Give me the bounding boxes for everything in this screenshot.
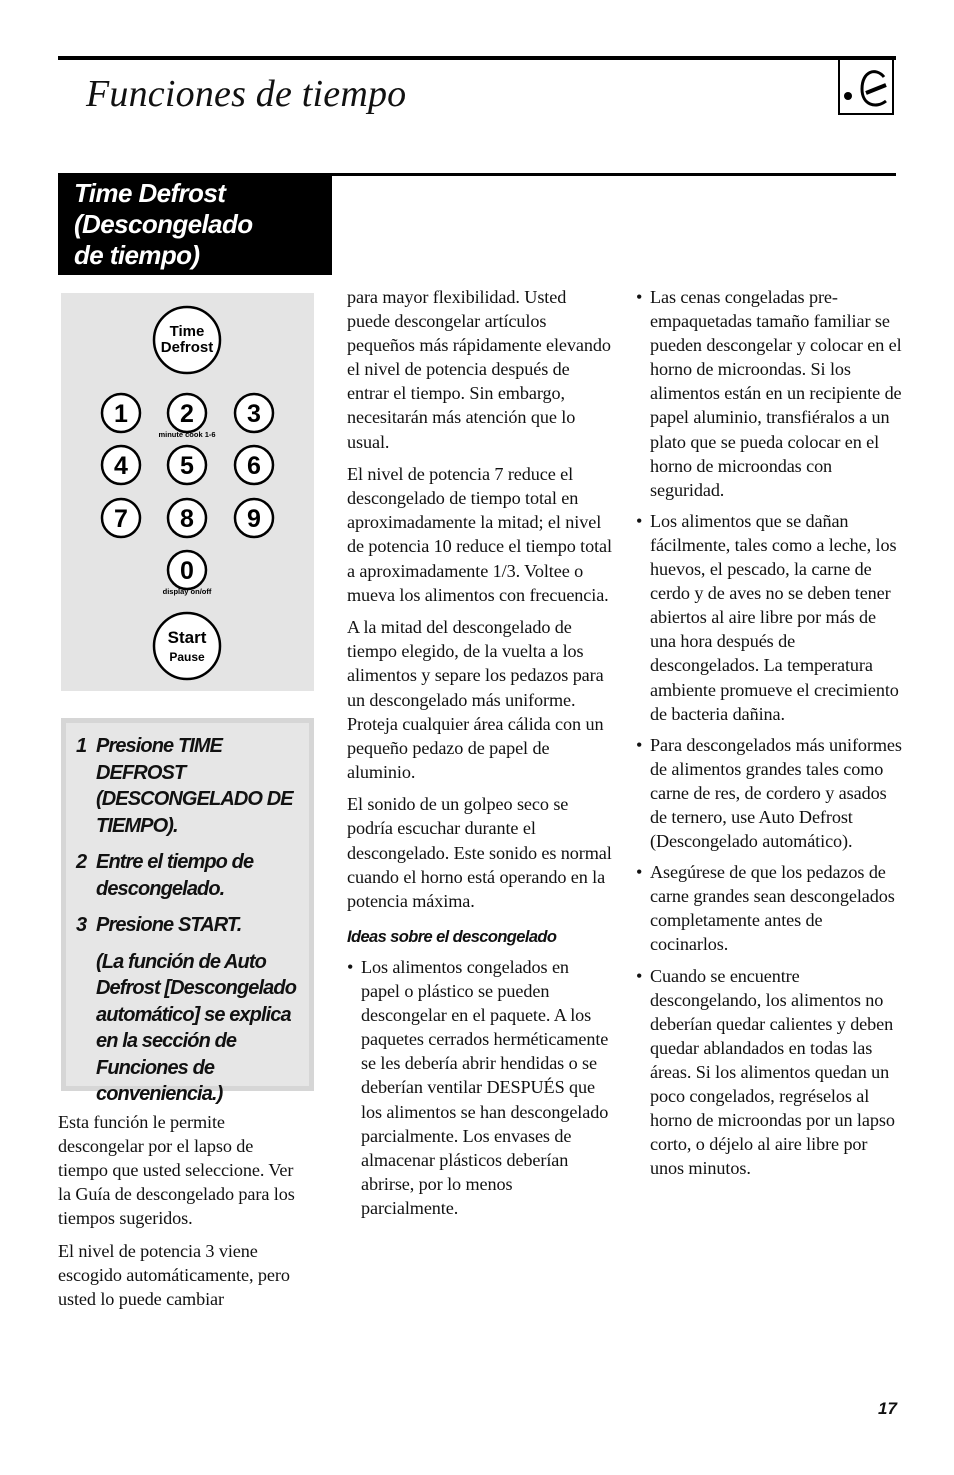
key-7[interactable] <box>102 499 140 537</box>
key-9[interactable] <box>235 499 273 537</box>
key-8[interactable] <box>168 499 206 537</box>
section-rule <box>332 173 896 176</box>
top-rule <box>58 56 896 60</box>
step-item <box>76 733 301 839</box>
subheading: Ideas sobre el descongelado <box>347 927 557 946</box>
key-2[interactable] <box>168 394 206 432</box>
column-1 <box>58 1110 306 1320</box>
bullet-list <box>636 285 902 1180</box>
key-label: 0 <box>180 557 194 585</box>
start-pause-key[interactable] <box>154 613 220 679</box>
step-number: 3 <box>76 914 87 936</box>
step-number: 2 <box>76 851 87 873</box>
step-number: 1 <box>76 735 87 757</box>
key-label: 5 <box>180 452 194 480</box>
key-label: 7 <box>114 505 128 533</box>
keypad-illustration <box>61 293 314 691</box>
key-6[interactable] <box>235 446 273 484</box>
key-3[interactable] <box>235 394 273 432</box>
paragraph: Esta función le permite descongelar por el lapso de tiempo que usted seleccione. Ver la Guía de descongelado para los tiempos sugeridos. <box>58 1112 295 1229</box>
list-item: • Asegúrese de que los pedazos de carne grandes sean descongelados completamente antes de cocinarlos. <box>636 860 902 956</box>
paragraph: El nivel de potencia 7 reduce el descongelado de tiempo total en aproximadamente la mitad; el nivel de potencia 10 reduce el tiempo total a aproximadamente 1/3. Voltee o mueva los alimentos con frecuencia. <box>347 464 612 605</box>
key-label: 8 <box>180 505 194 533</box>
minute-cook-label: minute cook 1-6 <box>158 430 216 439</box>
section-title-line: (Descongelado <box>74 209 253 239</box>
list-item: • Los alimentos que se dañan fácilmente, tales como a leche, los huevos, el pescado, la carne de cerdo y de aves no se deben tener abiertos al aire libre por más de una hora después de descongelados. La temperatura ambiente promueve el crecimiento de bacteria dañina. <box>636 509 902 726</box>
key-1[interactable] <box>102 394 140 432</box>
key-0[interactable] <box>168 551 206 589</box>
steps-note: (La función de Auto Defrost [Descongelado automático] se explica en la sección de Funciones de conveniencia.) <box>96 950 297 1105</box>
list-item: • Las cenas congeladas pre-empaquetadas tamaño familiar se pueden descongelar y colocar en el horno de microondas. Si los alimentos están en un recipiente de papel aluminio, transfiéralos a un plato que se pueda colocar en el horno de microondas con seguridad. <box>636 285 902 502</box>
key-label: Time <box>169 323 205 340</box>
key-label: Start <box>167 628 207 647</box>
bullet-list <box>347 955 612 1220</box>
time-defrost-key[interactable] <box>154 307 220 373</box>
key-label: Defrost <box>160 339 214 356</box>
key-label: 4 <box>114 452 128 480</box>
paragraph: A la mitad del descongelado de tiempo elegido, de la vuelta a los alimentos y separe los pedazos para un descongelado más uniforme. Proteja cualquier área cálida con un pequeño pedazo de papel de aluminio. <box>347 617 604 782</box>
column-3 <box>636 285 902 1187</box>
section-heading <box>58 173 332 275</box>
key-label: 1 <box>114 400 128 428</box>
key-label: Pause <box>169 650 205 664</box>
clock-icon <box>838 59 894 115</box>
page-title: Funciones de tiempo <box>86 73 407 115</box>
paragraph: El sonido de un golpeo seco se podría escuchar durante el descongelado. Este sonido es normal cuando el horno está operando en la potencia máxima. <box>347 794 612 911</box>
list-item: • Los alimentos congelados en papel o plástico se pueden descongelar en el paquete. A los paquetes cerrados herméticamente se les debería abrir hendidas o se deberían ventilar DESPUÉS que los alimentos se han descongelado parcialmente. Los envases de almacenar plásticos deberían abrirse, por lo menos parcialmente. <box>347 955 612 1220</box>
step-text: Presione START. <box>96 914 242 936</box>
paragraph: El nivel de potencia 3 viene escogido automáticamente, pero usted lo puede cambiar <box>58 1240 290 1310</box>
step-item <box>76 849 301 902</box>
key-label: 6 <box>247 452 261 480</box>
section-title-line: Time Defrost <box>74 178 226 208</box>
section-title-line: de tiempo) <box>74 240 200 270</box>
step-text: Presione TIME DEFROST (DESCONGELADO DE TIEMPO). <box>96 735 293 837</box>
steps-box <box>61 718 314 1105</box>
page-number: 17 <box>878 1399 897 1418</box>
key-label: 9 <box>247 505 261 533</box>
key-5[interactable] <box>168 446 206 484</box>
display-on-off-label: display on/off <box>162 587 212 596</box>
key-label: 3 <box>247 400 261 428</box>
column-2 <box>347 285 612 1227</box>
key-label: 2 <box>180 400 194 428</box>
key-4[interactable] <box>102 446 140 484</box>
step-item <box>76 912 301 939</box>
paragraph: para mayor flexibilidad. Usted puede descongelar artículos pequeños más rápidamente elevando el nivel de potencia después de entrar el tiempo. Sin embargo, necesitarán más atención que lo usual. <box>347 287 611 452</box>
step-text: Entre el tiempo de descongelado. <box>96 851 254 900</box>
list-item: • Para descongelados más uniformes de alimentos grandes tales como carne de res, de cordero y asados de ternero, use Auto Defrost (Descongelado automático). <box>636 733 902 853</box>
list-item: • Cuando se encuentre descongelando, los alimentos no deberían quedar calientes y deben quedar ablandados en todas las áreas. Si los alimentos quedan un poco congelados, regréselos al horno de microondas por un lapso corto, o déjelo al aire libre por unos minutos. <box>636 964 902 1181</box>
